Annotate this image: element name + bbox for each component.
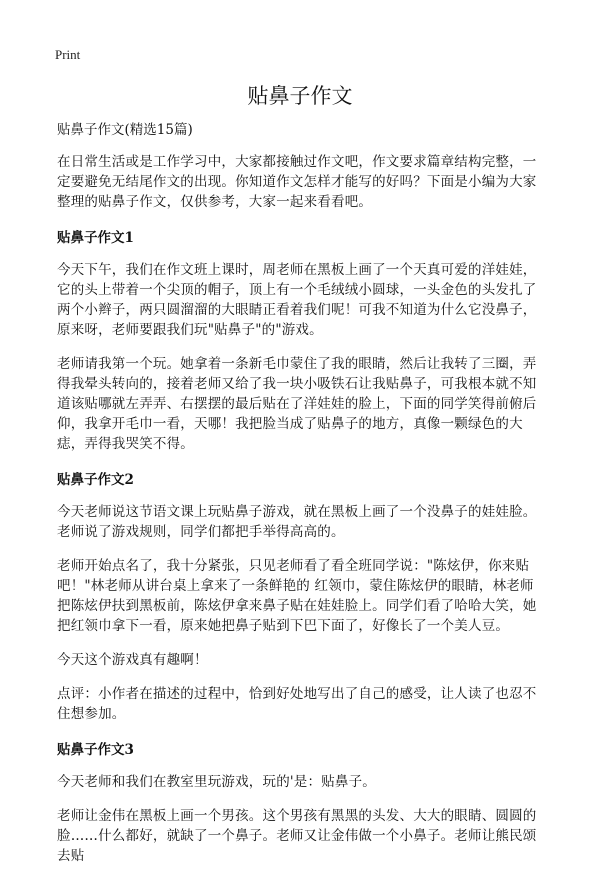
section-heading: 贴鼻子作文1 <box>57 230 134 246</box>
section-heading: 贴鼻子作文3 <box>57 742 134 758</box>
paragraph: 老师开始点名了，我十分紧张，只见老师看了看全班同学说："陈炫伊，你来贴吧！"林老师从讲台桌上拿来了一条鲜艳的 红领巾，蒙住陈炫伊的眼睛，林老师把陈炫伊扶到黑板前，陈炫伊拿来鼻子贴在娃娃脸上。同学们看了哈哈大笑，她把红领巾拿下一看，原来她把鼻子贴到下巴下面了，好像长了一个美人豆。 <box>57 558 537 634</box>
paragraph: 老师请我第一个玩。她拿着一条新毛巾蒙住了我的眼睛，然后让我转了三圈，弄得我晕头转向的，接着老师又给了我一块小吸铁石让我贴鼻子，可我根本就不知道该贴哪就左弄弄、右摆摆的最后贴在了洋娃娃的脸上，下面的同学笑得前俯后仰，我拿开毛巾一看，天哪！我把脸当成了贴鼻子的地方，真像一颗绿色的大痣，弄得我哭笑不得。 <box>57 356 537 452</box>
paragraph: 老师让金伟在黑板上画一个男孩。这个男孩有黑黑的头发、大大的眼睛、圆圆的脸……什么都好，就缺了一个鼻子。老师又让金伟做一个小鼻子。老师让熊民颂去贴 <box>57 808 537 864</box>
paragraph: 今天老师说这节语文课上玩贴鼻子游戏，就在黑板上画了一个没鼻子的娃娃脸。老师说了游戏规则，同学们都把手举得高高的。 <box>57 504 537 540</box>
section-heading: 贴鼻子作文2 <box>57 472 134 488</box>
paragraph: 今天这个游戏真有趣啊！ <box>57 652 208 668</box>
intro-paragraph: 在日常生活或是工作学习中，大家都接触过作文吧，作文要求篇章结构完整，一定要避免无结尾作文的出现。你知道作文怎样才能写的好吗？下面是小编为大家整理的贴鼻子作文，仅供参考，大家一起来看看吧。 <box>57 154 537 210</box>
comment-paragraph: 点评：小作者在描述的过程中，恰到好处地写出了自己的感受，让人读了也忍不住想参加。 <box>57 686 537 722</box>
page-title: 贴鼻子作文 <box>247 84 353 108</box>
article-subtitle: 贴鼻子作文(精选15篇) <box>57 122 193 138</box>
print-link[interactable]: Print <box>55 47 81 62</box>
paragraph: 今天下午，我们在作文班上课时，周老师在黑板上画了一个天真可爱的洋娃娃，它的头上带着一个尖顶的帽子，顶上有一个毛绒绒小圆球，一头金色的头发扎了两个小辫子，两只圆溜溜的大眼睛正看着我们呢！可我不知道为什么它没鼻子，原来呀，老师要跟我们玩"贴鼻子"的"游戏。 <box>57 262 537 338</box>
paragraph: 今天老师和我们在教室里玩游戏，玩的'是：贴鼻子。 <box>57 774 377 790</box>
article-body <box>57 118 547 880</box>
